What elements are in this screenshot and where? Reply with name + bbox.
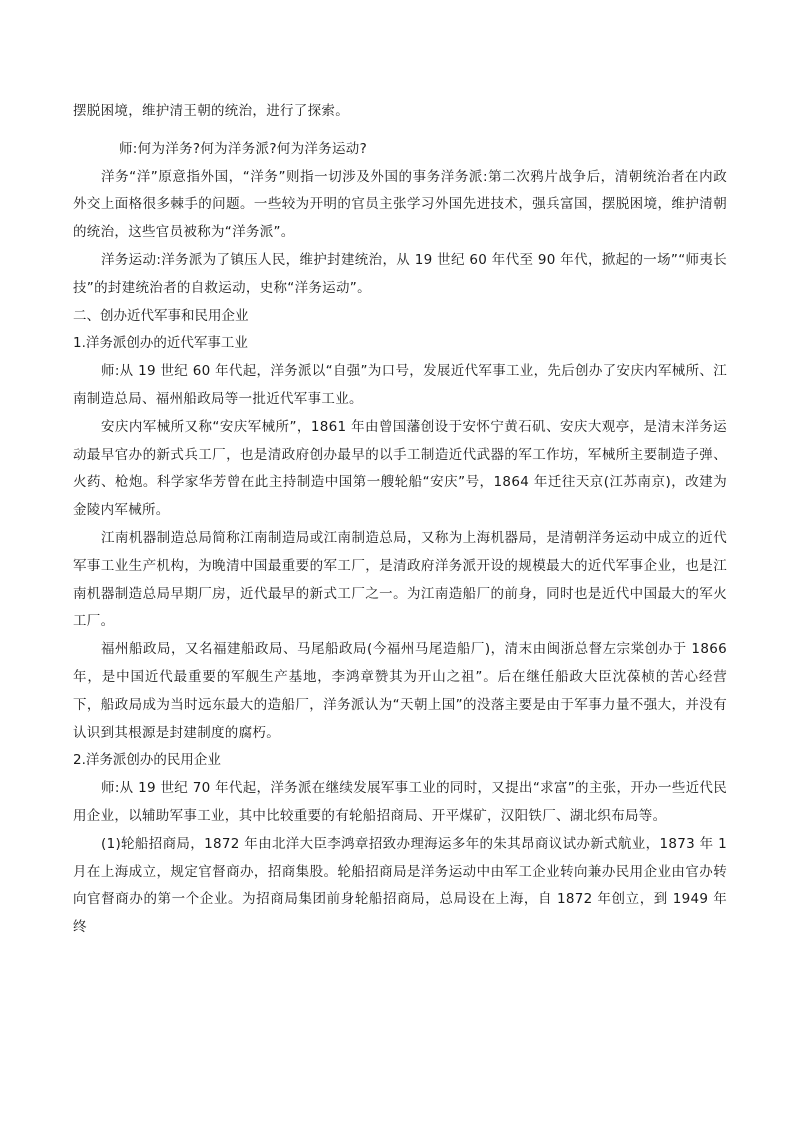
- paragraph-anqing-arsenal: 安庆内军械所又称“安庆军械所”，1861 年由曾国藩创设于安怀宁黄石矶、安庆大观亭，是清末洋务运动最早官办的新式兵工厂，也是清政府创办最早的以手工制造近代武器的军工作坊，军械所主要制造子弹、火药、枪炮。科学家华芳曾在此主持制造中国第一艘轮船“安庆”号，1864 年迁往天京(江苏南京)，改建为金陵内军械所。: [73, 418, 727, 519]
- paragraph-military-intro: 师:从 19 世纪 60 年代起，洋务派以“自强”为口号，发展近代军事工业，先后创办了安庆内军械所、江南制造总局、福州船政局等一批近代军事工业。: [73, 363, 727, 407]
- section-heading: 二、创办近代军事和民用企业: [73, 307, 249, 324]
- subsection-heading-military: 1.洋务派创办的近代军事工业: [73, 335, 248, 352]
- paragraph-jiangnan-arsenal: 江南机器制造总局简称江南制造局或江南制造总局，又称为上海机器局，是清朝洋务运动中成立的近代军事工业生产机构，为晚清中国最重要的军工厂，是清政府洋务派开设的规模最大的近代军事企业，也是江南机器制造总局早期厂房，近代最早的新式工厂之一。为江南造船厂的前身，同时也是近代中国最大的军火工厂。: [73, 529, 727, 630]
- document-page: [73, 98, 727, 942]
- paragraph-steamship-company: (1)轮船招商局，1872 年由北洋大臣李鸿章招致办理海运多年的朱其昂商议试办新式航业，1873 年 1 月在上海成立，规定官督商办，招商集股。轮船招商局是洋务运动中由军工企业转向兼办民用企业由官办转向官督商办的第一个企业。为招商局集团前身轮船招商局，总局设在上海，自 1872 年创立，到 1949 年终: [73, 835, 727, 936]
- paragraph-civilian-intro: 师:从 19 世纪 70 年代起，洋务派在继续发展军事工业的同时，又提出“求富”的主张，开办一些近代民用企业，以辅助军事工业，其中比较重要的有轮船招商局、开平煤矿，汉阳铁厂、湖北织布局等。: [73, 780, 727, 824]
- paragraph-fuzhou-shipyard: 福州船政局，又名福建船政局、马尾船政局(今福州马尾造船厂)，清末由闽浙总督左宗棠创办于 1866 年，是中国近代最重要的军舰生产基地，李鸿章赞其为开山之祖”。后在继任船政大臣沈葆桢的苦心经营下，船政局成为当时远东最大的造船厂，洋务派认为“天朝上国”的没落主要是由于军事力量不强大，并没有认识到其根源是封建制度的腐朽。: [73, 641, 727, 741]
- paragraph-intro-continuation: 摆脱困境，维护清王朝的统治，进行了探索。: [73, 103, 349, 119]
- paragraph-yangwu-movement: 洋务运动:洋务派为了镇压人民，维护封建统治，从 19 世纪 60 年代至 90 年代，掀起的一场”“师夷长技”的封建统治者的自救运动，史称“洋务运动”。: [73, 251, 727, 296]
- paragraph-yangwu-definition: 洋务“洋”原意指外国，“洋务”则指一切涉及外国的事务洋务派:第二次鸦片战争后，清朝统治者在内政外交上面格很多棘手的问题。一些较为开明的官员主张学习外国先进技术，强兵富国，摆脱困境，维护清朝的统治，这些官员被称为“洋务派”。: [73, 168, 727, 241]
- subsection-heading-civilian: 2.洋务派创办的民用企业: [73, 752, 221, 769]
- paragraph-teacher-question: 师:何为洋务?何为洋务派?何为洋务运动?: [119, 140, 368, 157]
